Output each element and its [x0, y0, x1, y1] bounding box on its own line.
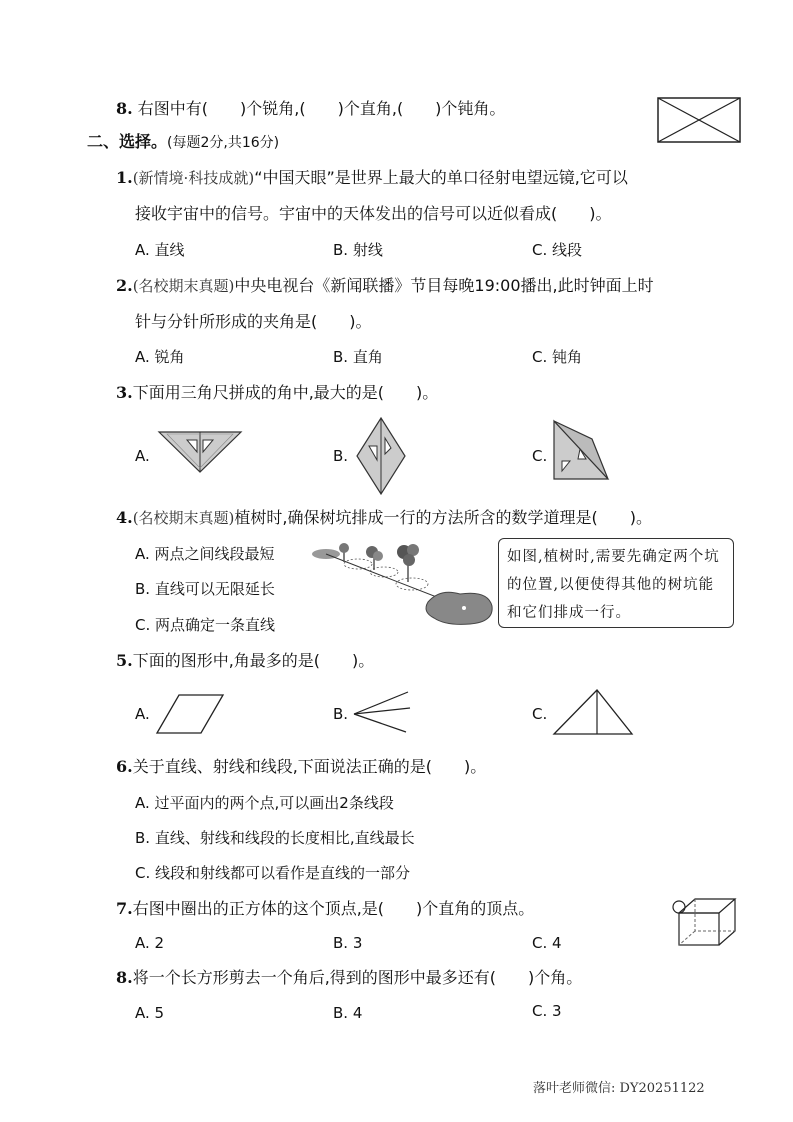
question-tag: (名校期末真题)	[132, 509, 235, 527]
option-c[interactable]: C. 钝角	[532, 348, 583, 366]
option-a[interactable]: A. 直线	[135, 241, 185, 259]
question-number: 7.	[116, 899, 133, 918]
tree-planting-illustration	[310, 540, 496, 628]
question-line-1: 植树时,确保树坑排成一行的方法所含的数学道理是( )。	[234, 508, 652, 527]
question-2	[116, 275, 654, 297]
option-a[interactable]: A. 锐角	[135, 348, 185, 366]
question-4	[116, 507, 652, 529]
question-line-1: 中央电视台《新闻联播》节目每晚19:00播出,此时钟面上时	[234, 276, 654, 295]
triangle-ruler-figure-a	[157, 428, 243, 474]
question-tag: (名校期末真题)	[132, 277, 235, 295]
option-b[interactable]: B. 直角	[333, 348, 383, 366]
option-b[interactable]: B. 4	[333, 1004, 363, 1022]
question-line-1: 将一个长方形剪去一个角后,得到的图形中最多还有( )个角。	[132, 968, 583, 987]
question-5	[116, 650, 374, 672]
question-line-1: 下面用三角尺拼成的角中,最大的是( )。	[132, 383, 439, 402]
section-note: (每题2分,共16分)	[167, 135, 280, 151]
option-c[interactable]: C.	[532, 447, 548, 465]
option-c[interactable]: C. 4	[532, 934, 562, 952]
question-number: 1.	[116, 168, 133, 187]
question-line-1: 右图中圈出的正方体的这个顶点,是( )个直角的顶点。	[132, 899, 535, 918]
option-b[interactable]: B.	[333, 705, 349, 723]
question-2-line-2: 针与分针所形成的夹角是( )。	[135, 312, 372, 331]
option-a[interactable]: A. 两点之间线段最短	[135, 545, 275, 563]
question-number: 5.	[116, 651, 133, 670]
question-7	[116, 898, 534, 920]
question-number: 8.	[116, 99, 133, 118]
section-title: 二、选择。	[87, 132, 168, 151]
option-a[interactable]: A.	[135, 447, 150, 465]
question-6	[116, 756, 486, 778]
prev-question-8	[116, 98, 505, 120]
question-number: 3.	[116, 383, 133, 402]
question-number: 2.	[116, 276, 133, 295]
option-b[interactable]: B. 射线	[333, 241, 383, 259]
cube-figure	[671, 893, 743, 947]
rays-figure	[352, 690, 412, 734]
question-number: 8.	[116, 968, 133, 987]
question-text: 右图中有( )个锐角,( )个直角,( )个钝角。	[137, 99, 506, 118]
option-a[interactable]: A. 2	[135, 934, 165, 952]
question-8	[116, 967, 582, 989]
question-line-1: “中国天眼”是世界上最大的单口径射电望远镜,它可以	[254, 168, 628, 187]
footer-watermark: 落叶老师微信: DY20251122	[533, 1081, 705, 1096]
question-line-1: 关于直线、射线和线段,下面说法正确的是( )。	[132, 757, 487, 776]
option-b[interactable]: B. 直线、射线和线段的长度相比,直线最长	[135, 829, 415, 847]
parallelogram-figure	[155, 693, 225, 735]
question-number: 6.	[116, 757, 133, 776]
option-a[interactable]: A. 过平面内的两个点,可以画出2条线段	[135, 794, 394, 812]
triangle-ruler-figure-c	[552, 419, 610, 481]
question-line-1: 下面的图形中,角最多的是( )。	[132, 651, 375, 670]
hint-callout: 如图,植树时,需要先确定两个坑的位置,以便使得其他的树坑能和它们排成一行。	[498, 538, 734, 628]
option-b[interactable]: B. 3	[333, 934, 363, 952]
question-tag: (新情境·科技成就)	[132, 169, 255, 187]
option-a[interactable]: A. 5	[135, 1004, 165, 1022]
option-c[interactable]: C. 3	[532, 1002, 562, 1020]
option-c[interactable]: C.	[532, 705, 548, 723]
option-c[interactable]: C. 线段和射线都可以看作是直线的一部分	[135, 864, 411, 882]
option-a[interactable]: A.	[135, 705, 150, 723]
option-b[interactable]: B.	[333, 447, 349, 465]
rectangle-diagonals-figure	[657, 97, 741, 143]
option-c[interactable]: C. 线段	[532, 241, 583, 259]
question-3	[116, 382, 438, 404]
option-c[interactable]: C. 两点确定一条直线	[135, 616, 276, 634]
question-1	[116, 167, 628, 189]
question-1-line-2: 接收宇宙中的信号。宇宙中的天体发出的信号可以近似看成( )。	[135, 204, 612, 223]
section-header	[87, 131, 279, 154]
question-number: 4.	[116, 508, 133, 527]
triangle-with-altitude-figure	[552, 688, 634, 736]
option-b[interactable]: B. 直线可以无限延长	[135, 580, 275, 598]
triangle-ruler-figure-b	[355, 416, 407, 496]
